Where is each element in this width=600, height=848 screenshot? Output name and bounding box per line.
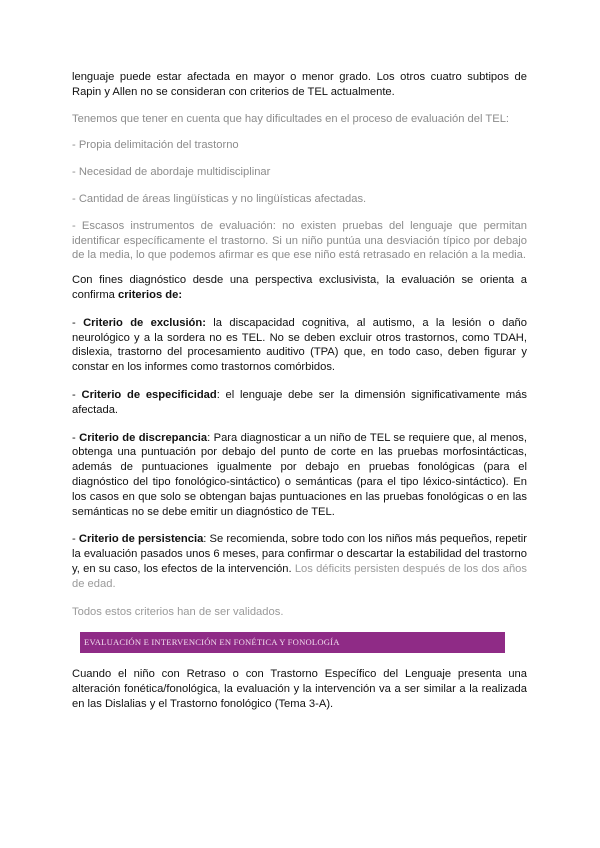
diagnostic-intro-bold: criterios de: <box>118 288 183 301</box>
criterion-prefix: - <box>72 316 84 329</box>
document-page <box>72 70 527 619</box>
criterion-title: Criterio de especificidad <box>81 388 217 401</box>
criterion-text: la discapacidad cognitiva, al autismo, a la lesión o daño neurológico y a la sordera no es TEL. No se deben excluir otros trastornos, como TDAH, dislexia, trastorno del procesamiento auditivo (TPA) que, en todo caso, deben figurar y constar en los informes como trastornos comórbidos. <box>72 316 527 374</box>
criterion-specificity <box>72 388 527 418</box>
diagnostic-intro-paragraph <box>72 273 527 303</box>
difficulties-intro: Tenemos que tener en cuenta que hay dificultades en el proceso de evaluación del TEL: <box>72 112 510 125</box>
criterion-prefix: - <box>72 431 80 444</box>
criterion-exclusion <box>72 316 527 375</box>
difficulty-item: - Necesidad de abordaje multidisciplinar <box>72 166 271 179</box>
diagnostic-intro-text: Con fines diagnóstico desde una perspectiva exclusivista, la evaluación se orienta a confirma <box>72 274 527 301</box>
difficulty-item: - Propia delimitación del trastorno <box>72 139 239 152</box>
criterion-text: : el lenguaje debe ser la dimensión significativamente más afectada. <box>72 388 527 416</box>
final-paragraph: Cuando el niño con Retraso o con Trastorno Específico del Lenguaje presenta una alteración fonética/fonológica, la evaluación y la intervención va a ser similar a la realizada en las Dislalias y el Trastorno fonológico (Tema 3-A). <box>72 668 527 710</box>
criterion-title: Criterio de discrepancia <box>79 431 208 444</box>
intro-paragraph: lenguaje puede estar afectada en mayor o menor grado. Los otros cuatro subtipos de Rapin y Allen no se consideran con criterios de TEL actualmente. <box>72 71 527 98</box>
criterion-prefix: - <box>72 388 82 401</box>
section-banner: EVALUACIÓN E INTERVENCIÓN EN FONÉTICA Y FONOLOGÍA <box>80 632 505 653</box>
criterion-text: : Para diagnosticar a un niño de TEL se requiere que, al menos, obtenga una puntuación por debajo del punto de corte en las pruebas morfosintácticas, además de puntuaciones igualmente por debajo en pruebas fonológicas (para el diagnóstico del tipo fonológico-sintáctico) o semánticas (para el tipo léxico-sintáctico). En los casos en que solo se obtengan bajas puntuaciones en las pruebas fonológicas o en las semánticas no se debe emitir un diagnóstico de TEL. <box>72 431 527 518</box>
criterion-gray-text: Los déficits persisten después de los dos años de edad. <box>72 562 527 590</box>
criterion-discrepancy <box>72 431 527 520</box>
criterion-title: Criterio de persistencia <box>78 533 204 546</box>
difficulty-item: - Escasos instrumentos de evaluación: no existen pruebas del lenguaje que permitan identificar específicamente el trastorno. Si un niño puntúa una desviación típico por debajo de la media, lo que podemos afirmar es que ese niño está retrasado en relación a la media. <box>72 219 527 262</box>
criterion-prefix: - <box>72 533 79 546</box>
criterion-text: : Se recomienda, sobre todo con los niños más pequeños, repetir la evaluación pasados unos 6 meses, para confirmar o descartar la estabilidad del trastorno y, en su caso, los efectos de la intervención. <box>72 533 527 575</box>
difficulty-item: - Cantidad de áreas lingüísticas y no lingüísticas afectadas. <box>72 192 367 205</box>
validation-note: Todos estos criterios han de ser validados. <box>72 605 284 618</box>
criterion-persistence <box>72 532 527 591</box>
criterion-title: Criterio de exclusión: <box>83 316 206 329</box>
